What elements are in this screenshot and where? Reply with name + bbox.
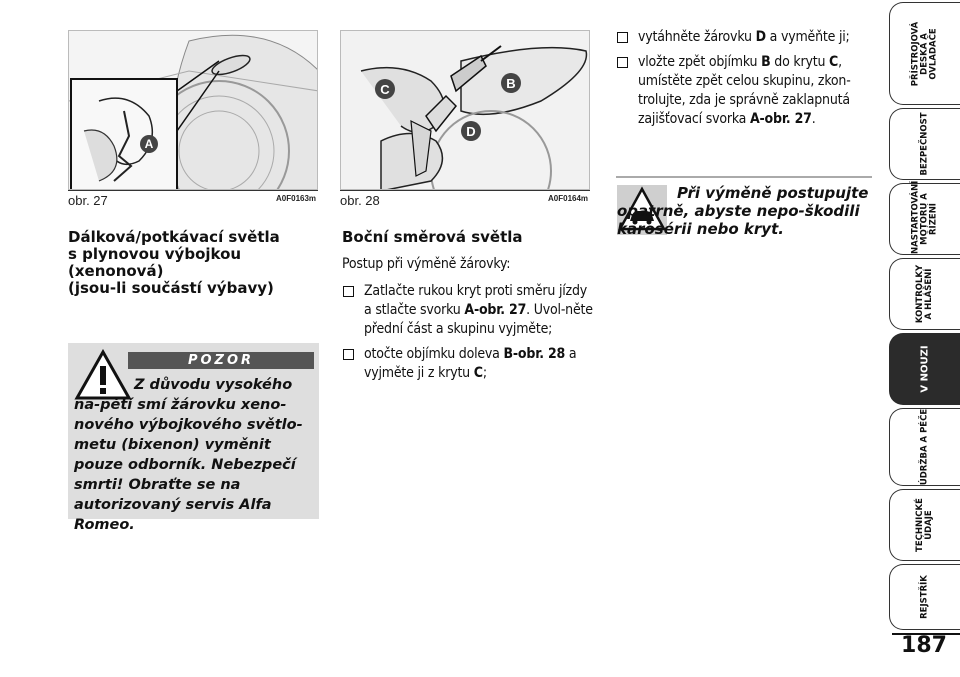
side-indicator-heading: Boční směrová světla: [342, 228, 523, 246]
bodywork-caution-note: Při výměně postupujte opatrně, abyste nepo-škodili karosérii nebo kryt.: [617, 184, 869, 238]
tab-warning-lights[interactable]: [889, 258, 960, 330]
right-column-text: [616, 28, 872, 135]
checkbox-bullet-icon: [617, 32, 628, 43]
heading-line-2: s plynovou výbojkou: [68, 245, 242, 263]
checkbox-bullet-icon: [343, 286, 354, 297]
figure-27-illustration: [69, 31, 318, 190]
tab-safety[interactable]: [889, 108, 960, 180]
tab-starting-driving[interactable]: [889, 180, 960, 255]
heading-line-1: Dálková/potkávací světla: [68, 228, 280, 246]
tab-emergency-label: V NOUZI: [919, 345, 931, 393]
middle-column-text: [342, 255, 598, 389]
checkbox-bullet-icon: [343, 349, 354, 360]
step-3: vytáhněte žárovku D a vyměňte ji;: [616, 28, 872, 47]
tab-safety-label: BEZPEČNOST: [919, 112, 930, 176]
figure-28-caption: obr. 28: [340, 193, 380, 208]
callout-a-label: A: [144, 137, 154, 151]
figure-28-rule: [340, 190, 590, 191]
heading-line-4: (jsou-li součástí výbavy): [68, 279, 274, 297]
figure-28-illustration: [341, 31, 590, 190]
tab-dashboard-label: PŘÍSTROJOVÁ DESKA A OVLADAČE: [910, 21, 939, 86]
warning-text: Z důvodu vysokého na-pětí smí žárovku xeno-nového výbojkového světlo-metu (bixenon) vyměnit pouze odborník. Nebezpečí smrti! Obraťte se na autorizovaný servis Alfa Romeo.: [74, 377, 303, 533]
tab-technical-data-label: TECHNICKÉ ÚDAJE: [915, 498, 934, 552]
tab-maintenance[interactable]: [889, 408, 960, 486]
figure-27-rule: [68, 190, 318, 191]
tab-starting-driving-label: NASTARTOVÁNÍ MOTORU A ŘÍZENÍ: [910, 180, 939, 254]
tab-warning-lights-label: KONTROLKY A HLÁŠENÍ: [915, 264, 934, 324]
figure-28-code: A0F0164m: [548, 194, 589, 203]
warning-box: [68, 343, 319, 533]
figure-27-caption: obr. 27: [68, 193, 108, 208]
procedure-intro: Postup při výměně žárovky:: [342, 256, 511, 272]
tab-dashboard[interactable]: [889, 2, 960, 105]
chapter-tabs: [889, 0, 960, 677]
step-4: vložte zpět objímku B do krytu C, umístěte zpět celou skupinu, zkon-trolujte, zda je správně zaklapnutá zajišťovací svorka A-obr. 27.: [616, 53, 872, 129]
figure-27: [68, 30, 318, 190]
heading-line-3: (xenonová): [68, 262, 164, 280]
page-number: 187: [901, 633, 947, 658]
tab-index[interactable]: [889, 564, 960, 630]
tab-technical-data[interactable]: [889, 489, 960, 561]
step-2: otočte objímku doleva B-obr. 28 a vyjměte ji z krytu C;: [342, 345, 598, 383]
step-1: Zatlačte rukou kryt proti směru jízdy a stlačte svorku A-obr. 27. Uvol-něte přední část a skupinu vyjměte;: [342, 282, 598, 339]
note-rule: [616, 176, 872, 178]
warning-title: POZOR: [128, 352, 314, 369]
checkbox-bullet-icon: [617, 57, 628, 68]
callout-c-label: C: [380, 82, 390, 97]
tab-index-label: REJSTŘÍK: [919, 575, 930, 619]
tab-maintenance-label: ÚDRŽBA A PÉČE: [919, 408, 930, 486]
figure-27-code: A0F0163m: [276, 194, 317, 203]
callout-d-label: D: [466, 124, 476, 139]
tab-emergency[interactable]: [889, 333, 960, 405]
figure-28: [340, 30, 590, 190]
xenon-headlight-heading: [68, 229, 318, 297]
callout-b-label: B: [506, 76, 516, 91]
